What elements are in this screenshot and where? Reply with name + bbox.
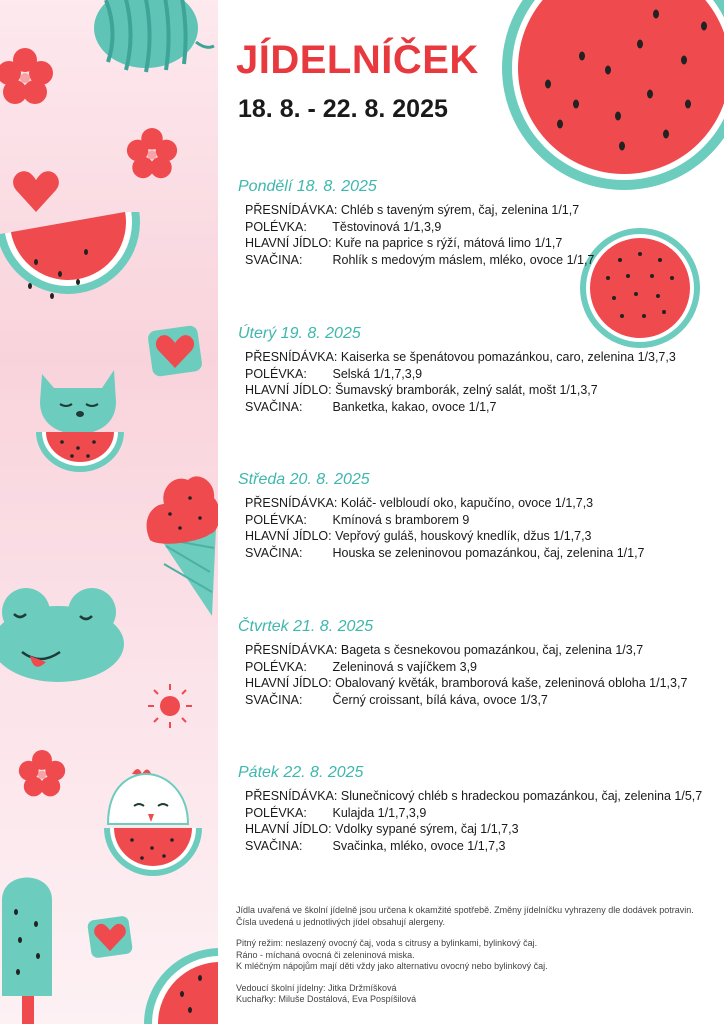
meal-text: Kuře na paprice s rýží, mátová limo 1/1,7	[335, 236, 563, 250]
sun-icon	[146, 682, 194, 730]
day-title: Středa 20. 8. 2025	[238, 471, 370, 488]
flower-icon	[0, 48, 54, 106]
meal-row	[238, 202, 594, 219]
meal-row	[238, 512, 645, 529]
meal-label: HLAVNÍ JÍDLO:	[245, 529, 332, 543]
meal-label: SVAČINA:	[245, 545, 303, 560]
drink-note: Ráno - míchaná ovocná či zeleninová miska.	[236, 949, 415, 960]
meal-text: Houska se zeleninovou pomazánkou, čaj, zelenina 1/1,7	[332, 545, 645, 560]
watermelon-ball-icon	[88, 0, 218, 76]
meal-label: POLÉVKA:	[245, 219, 307, 234]
date-range: 18. 8. - 22. 8. 2025	[238, 95, 448, 123]
meal-text: Vdolky sypané sýrem, čaj 1/1,7,3	[335, 822, 519, 836]
meal-text: Koláč- velbloudí oko, kapučíno, ovoce 1/1,7,3	[340, 496, 594, 510]
meal-label: SVAČINA:	[245, 399, 303, 414]
meal-label: PŘESNÍDÁVKA:	[245, 643, 338, 657]
staff-note: Kuchařky: Miluše Dostálová, Eva Pospíšilová	[236, 994, 417, 1004]
meal-row	[238, 838, 702, 855]
meal-text: Těstovinová 1/1,3,9	[332, 219, 442, 234]
meal-row	[238, 349, 676, 366]
meal-row	[238, 528, 645, 545]
meal-row	[238, 821, 702, 838]
meal-text: Banketka, kakao, ovoce 1/1,7	[332, 399, 497, 414]
frog-icon	[0, 586, 126, 686]
meal-text: Vepřový guláš, houskový knedlík, džus 1/1,7,3	[335, 529, 592, 543]
meal-text: Svačinka, mléko, ovoce 1/1,7,3	[332, 838, 506, 853]
meal-label: PŘESNÍDÁVKA:	[245, 350, 338, 364]
meal-row	[238, 788, 702, 805]
meal-label: POLÉVKA:	[245, 366, 307, 381]
meal-label: HLAVNÍ JÍDLO:	[245, 383, 332, 397]
footer-notes	[236, 905, 714, 1006]
meal-text: Šumavský bramborák, zelný salát, mošt 1/1,3,7	[335, 383, 598, 397]
drink-note: K mléčným nápojům mají děti vždy jako alternativu ovocný nebo bylinkový čaj.	[236, 961, 548, 971]
meal-text: Obalovaný květák, bramborová kaše, zeleninová obloha 1/1,3,7	[335, 676, 688, 690]
heart-icon	[146, 324, 204, 378]
meal-label: SVAČINA:	[245, 252, 303, 267]
meal-label: PŘESNÍDÁVKA:	[245, 496, 338, 510]
meal-label: POLÉVKA:	[245, 512, 307, 527]
bird-icon	[98, 764, 210, 894]
day-section-thursday	[238, 618, 687, 708]
meal-row	[238, 545, 645, 562]
meal-row	[238, 805, 702, 822]
staff-note: Vedoucí školní jídelny: Jitka Držmíšková	[236, 982, 397, 993]
meal-row	[238, 675, 687, 692]
meal-row	[238, 366, 676, 383]
meal-text: Slunečnicový chléb s hradeckou pomazánkou, čaj, zelenina 1/5,7	[340, 789, 703, 803]
day-title: Pondělí 18. 8. 2025	[238, 178, 377, 195]
meal-row	[238, 219, 594, 236]
day-title: Pátek 22. 8. 2025	[238, 764, 364, 781]
ice-cream-icon	[140, 468, 218, 618]
flower-icon	[18, 750, 66, 798]
day-section-monday	[238, 178, 594, 268]
meal-row	[238, 382, 676, 399]
day-title: Čtvrtek 21. 8. 2025	[238, 618, 374, 635]
meal-row	[238, 399, 676, 416]
meal-label: POLÉVKA:	[245, 659, 307, 674]
watermelon-half-icon	[490, 0, 724, 196]
day-section-tuesday	[238, 325, 676, 415]
meal-row	[238, 495, 645, 512]
meal-row	[238, 252, 594, 269]
watermelon-slice-icon	[120, 944, 218, 1024]
flower-icon	[126, 128, 178, 180]
food-note: Jídla uvařená ve školní jídelně jsou určena k okamžité spotřebě. Změny jídelníčku vyhrazeny dle dodávek potravin.	[236, 905, 694, 915]
meal-text: Černý croissant, bílá káva, ovoce 1/3,7	[332, 692, 548, 707]
meal-text: Kaiserka se špenátovou pomazánkou, caro, zelenina 1/3,7,3	[340, 350, 676, 364]
watermelon-slice-icon	[0, 212, 150, 336]
meal-text: Kmínová s bramborem 9	[332, 512, 470, 527]
meal-label: SVAČINA:	[245, 692, 303, 707]
meal-label: HLAVNÍ JÍDLO:	[245, 676, 332, 690]
meal-text: Bageta s česnekovou pomazánkou, čaj, zelenina 1/3,7	[340, 643, 644, 657]
allergen-note: Čísla uvedená u jednotlivých jídel obsahují alergeny.	[236, 916, 445, 927]
meal-text: Chléb s taveným sýrem, čaj, zelenina 1/1,7	[340, 203, 580, 217]
heart-icon	[12, 168, 60, 214]
meal-label: HLAVNÍ JÍDLO:	[245, 236, 332, 250]
day-section-wednesday	[238, 471, 645, 561]
meal-label: SVAČINA:	[245, 838, 303, 853]
meal-text: Kulajda 1/1,7,3,9	[332, 805, 427, 820]
meal-row	[238, 235, 594, 252]
drink-note: Pitný režim: neslazený ovocný čaj, voda s citrusy a bylinkami, bylinkový čaj.	[236, 938, 538, 948]
meal-row	[238, 659, 687, 676]
day-section-friday	[238, 764, 702, 854]
meal-label: HLAVNÍ JÍDLO:	[245, 822, 332, 836]
day-title: Úterý 19. 8. 2025	[238, 325, 361, 342]
meal-label: POLÉVKA:	[245, 805, 307, 820]
meal-row	[238, 692, 687, 709]
decorative-strip	[0, 0, 218, 1024]
cat-icon	[32, 362, 128, 478]
meal-label: PŘESNÍDÁVKA:	[245, 203, 338, 217]
meal-text: Selská 1/1,7,3,9	[332, 366, 423, 381]
meal-text: Zeleninová s vajíčkem 3,9	[332, 659, 477, 674]
meal-text: Rohlík s medovým máslem, mléko, ovoce 1/1,7	[332, 252, 595, 267]
page-title: JÍDELNÍČEK	[236, 38, 479, 82]
meal-label: PŘESNÍDÁVKA:	[245, 789, 338, 803]
meal-row	[238, 642, 687, 659]
popsicle-icon	[0, 860, 62, 1024]
